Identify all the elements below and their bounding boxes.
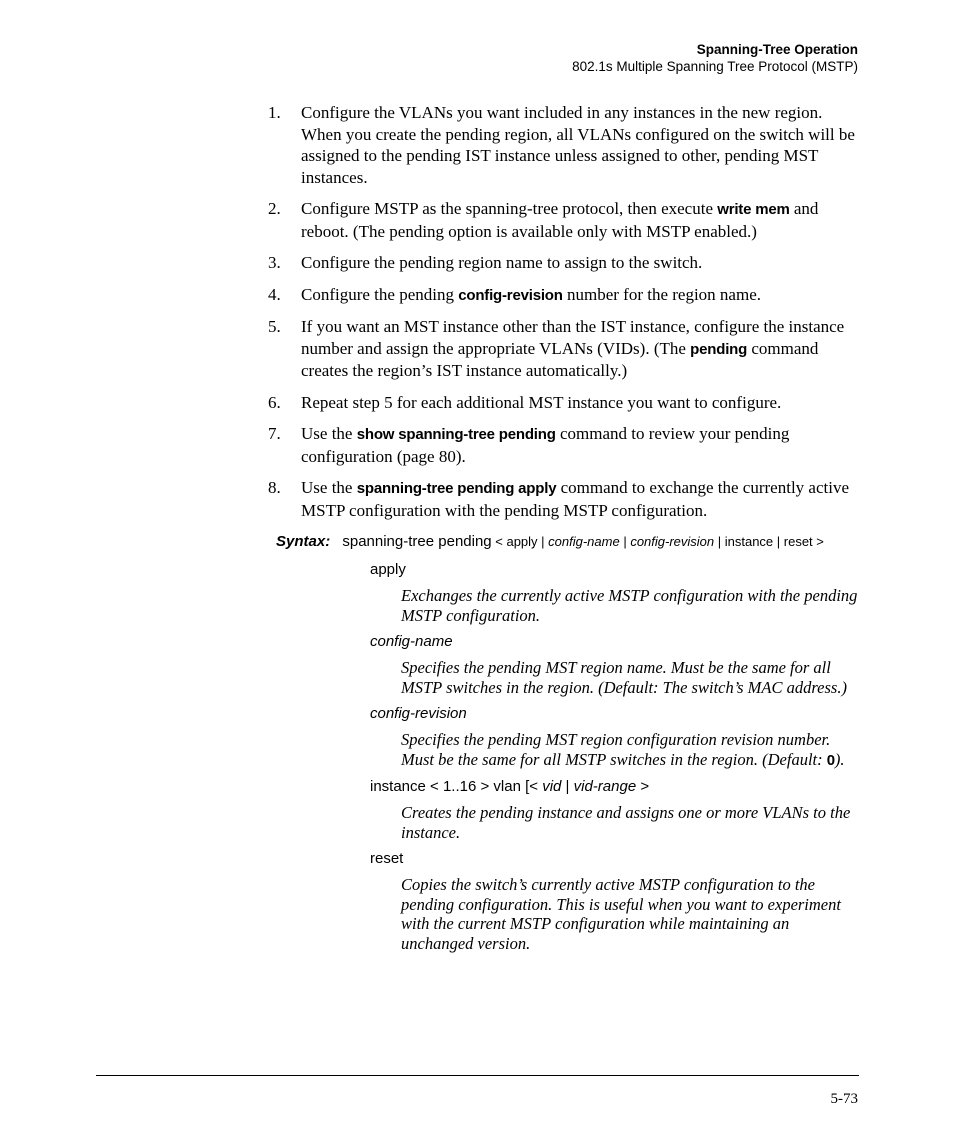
step-text: command to exchange the currently active MSTP configuration with the pending MSTP configuration. xyxy=(301,478,849,520)
step-text: Configure the pending region name to assign to the switch. xyxy=(301,253,703,272)
step-7 xyxy=(268,423,860,467)
step-number: 8. xyxy=(268,478,281,497)
instance-syntax-prefix: instance < 1..16 > vlan [< xyxy=(370,778,543,795)
running-header xyxy=(572,41,858,75)
step-3 xyxy=(268,252,860,274)
instance-vid-range: vid-range xyxy=(573,778,637,795)
step-8 xyxy=(268,477,860,521)
syntax-option-config-name: config-name xyxy=(548,534,620,549)
param-reset-name: reset xyxy=(370,850,404,867)
step-text: Configure MSTP as the spanning-tree protocol, then execute xyxy=(301,199,718,218)
command-keyword: write mem xyxy=(717,201,790,218)
syntax-label: Syntax: xyxy=(276,533,331,550)
syntax-options: < apply | xyxy=(491,534,549,549)
param-apply-name: apply xyxy=(370,561,406,578)
footer-divider xyxy=(96,1075,859,1076)
param-instance-desc: Creates the pending instance and assigns one or more VLANs to the instance. xyxy=(401,803,851,842)
syntax-separator: | xyxy=(619,534,631,549)
parameter-list xyxy=(370,560,860,960)
step-number: 2. xyxy=(268,199,281,218)
desc-text-end: ). xyxy=(834,749,845,769)
param-config-revision-name: config-revision xyxy=(370,705,467,722)
command-keyword: spanning-tree pending apply xyxy=(356,480,557,497)
step-text: Configure the VLANs you want included in any instances in the new region. When you create the pending region, all VLANs configured on the switch will be assigned to the pending IST instance unless assigned to other, pending MST instances. xyxy=(301,103,855,187)
step-number: 1. xyxy=(268,103,281,122)
syntax-command: spanning-tree pending xyxy=(342,533,492,550)
step-text: Configure the pending xyxy=(301,284,459,304)
param-apply-desc: Exchanges the currently active MSTP configuration with the pending MSTP configuration. xyxy=(401,586,858,625)
command-keyword: pending xyxy=(690,340,748,358)
step-number: 3. xyxy=(268,253,281,272)
default-value: 0 xyxy=(826,751,835,769)
step-6 xyxy=(268,392,860,414)
instance-separator: | xyxy=(561,778,574,795)
step-text: command creates the region’s IST instance automatically.) xyxy=(301,338,819,380)
command-keyword: config-revision xyxy=(458,286,563,304)
step-2 xyxy=(268,198,860,242)
step-number: 6. xyxy=(268,392,281,412)
step-text: and reboot. (The pending option is available only with MSTP enabled.) xyxy=(301,199,819,241)
step-4 xyxy=(268,284,860,307)
page-number: 5-73 xyxy=(830,1091,858,1107)
param-reset-desc: Copies the switch’s currently active MSTP configuration to the pending configuration. This is useful when you want to experiment with the current MSTP configuration while maintaining an unchanged version. xyxy=(401,875,841,953)
step-text: command to review your pending configuration (page 80). xyxy=(301,424,790,466)
chapter-title: Spanning-Tree Operation xyxy=(696,42,858,57)
step-5 xyxy=(268,316,860,382)
procedure-steps xyxy=(268,102,860,531)
step-text: Repeat step 5 for each additional MST instance you want to configure. xyxy=(301,392,782,412)
step-number: 7. xyxy=(268,424,281,443)
step-1 xyxy=(268,102,860,188)
syntax-options-end: | instance | reset > xyxy=(714,534,824,549)
section-title: 802.1s Multiple Spanning Tree Protocol (MSTP) xyxy=(572,59,858,74)
param-config-name-name: config-name xyxy=(370,633,453,650)
step-number: 4. xyxy=(268,284,281,304)
syntax-line xyxy=(276,533,876,550)
instance-syntax-suffix: > xyxy=(636,778,650,795)
step-text: If you want an MST instance other than the IST instance, configure the instance number and assign the appropriate VLANs (VIDs). (The xyxy=(301,317,845,358)
syntax-option-config-revision: config-revision xyxy=(630,534,715,549)
command-keyword: show spanning-tree pending xyxy=(356,426,556,443)
step-text: Use the xyxy=(301,478,357,497)
step-text: number for the region name. xyxy=(562,284,761,304)
step-number: 5. xyxy=(268,317,281,336)
step-text: Use the xyxy=(301,424,357,443)
param-config-revision-desc xyxy=(401,730,861,770)
desc-text: Specifies the pending MST region configuration revision number. Must be the same for all MSTP switches in the region. (Default: xyxy=(401,730,831,769)
param-config-name-desc: Specifies the pending MST region name. Must be the same for all MSTP switches in the region. (Default: The switch’s MAC address.) xyxy=(401,658,847,697)
instance-vid: vid xyxy=(542,778,562,795)
param-instance-name xyxy=(370,777,860,797)
